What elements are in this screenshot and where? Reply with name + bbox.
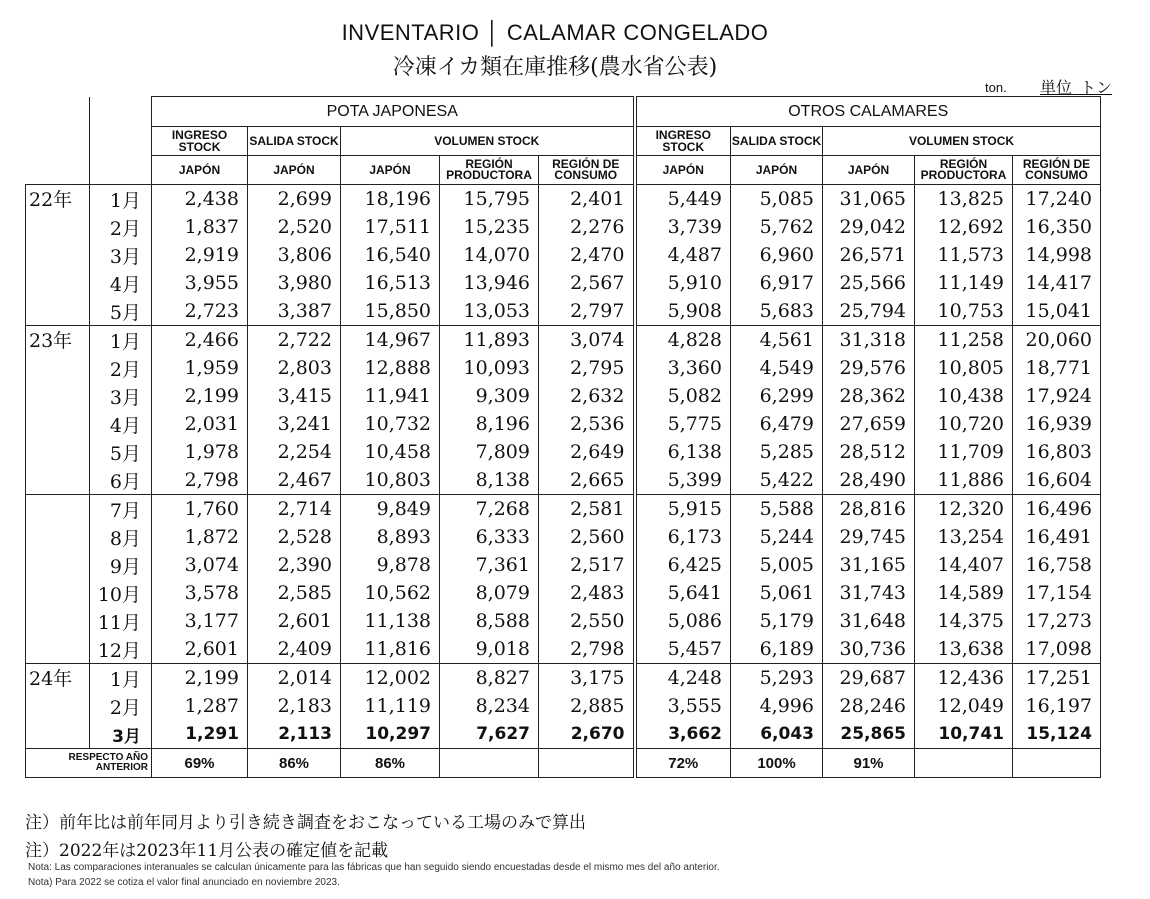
value-cell: 2,601 [248, 607, 341, 635]
value-cell: 28,362 [823, 382, 915, 410]
value-cell: 13,638 [915, 635, 1013, 664]
value-cell: 3,806 [248, 241, 341, 269]
value-cell: 9,849 [341, 495, 440, 524]
value-cell: 13,053 [440, 297, 539, 326]
value-cell: 2,795 [539, 354, 635, 382]
month-cell: 3月 [90, 382, 152, 410]
value-cell: 5,285 [731, 438, 823, 466]
value-cell: 6,299 [731, 382, 823, 410]
column-header: REGIÓN DE CONSUMO [1013, 156, 1101, 185]
value-cell: 5,085 [731, 185, 823, 214]
value-cell: 11,119 [341, 692, 440, 720]
value-cell: 3,360 [635, 354, 731, 382]
value-cell: 3,175 [539, 664, 635, 693]
value-cell: 15,124 [1013, 720, 1101, 749]
yoy-value [915, 749, 1013, 778]
value-cell: 5,293 [731, 664, 823, 693]
value-cell: 16,491 [1013, 523, 1101, 551]
value-cell: 2,438 [152, 185, 248, 214]
value-cell: 12,049 [915, 692, 1013, 720]
column-header: JAPÓN [635, 156, 731, 185]
year-cell: 24年 [26, 664, 90, 749]
value-cell: 3,177 [152, 607, 248, 635]
value-cell: 29,042 [823, 213, 915, 241]
value-cell: 4,248 [635, 664, 731, 693]
value-cell: 2,670 [539, 720, 635, 749]
value-cell: 25,794 [823, 297, 915, 326]
value-cell: 10,732 [341, 410, 440, 438]
month-cell: 2月 [90, 213, 152, 241]
value-cell: 14,998 [1013, 241, 1101, 269]
value-cell: 10,720 [915, 410, 1013, 438]
value-cell: 5,915 [635, 495, 731, 524]
value-cell: 3,578 [152, 579, 248, 607]
month-cell: 3月 [90, 241, 152, 269]
table-row [26, 579, 1101, 607]
yoy-value [1013, 749, 1101, 778]
value-cell: 9,309 [440, 382, 539, 410]
value-cell: 5,683 [731, 297, 823, 326]
value-cell: 1,978 [152, 438, 248, 466]
value-cell: 14,417 [1013, 269, 1101, 297]
value-cell: 16,939 [1013, 410, 1101, 438]
value-cell: 16,758 [1013, 551, 1101, 579]
header-ingreso: INGRESO STOCK [152, 127, 248, 156]
yoy-row [26, 749, 1101, 778]
table-row [26, 185, 1101, 214]
column-header: REGIÓN PRODUCTORA [915, 156, 1013, 185]
year-cell: 23年 [26, 326, 90, 495]
value-cell: 4,549 [731, 354, 823, 382]
value-cell: 10,741 [915, 720, 1013, 749]
value-cell: 5,775 [635, 410, 731, 438]
value-cell: 3,387 [248, 297, 341, 326]
value-cell: 30,736 [823, 635, 915, 664]
value-cell: 2,699 [248, 185, 341, 214]
note-es-2: Nota) Para 2022 se cotiza el valor final anunciado en noviembre 2023. [28, 877, 340, 888]
value-cell: 10,438 [915, 382, 1013, 410]
value-cell: 6,173 [635, 523, 731, 551]
value-cell: 31,165 [823, 551, 915, 579]
value-cell: 10,562 [341, 579, 440, 607]
table-row [26, 692, 1101, 720]
yoy-label: RESPECTO AÑO ANTERIOR [26, 749, 152, 778]
value-cell: 11,941 [341, 382, 440, 410]
value-cell: 14,070 [440, 241, 539, 269]
value-cell: 13,825 [915, 185, 1013, 214]
value-cell: 2,528 [248, 523, 341, 551]
value-cell: 5,457 [635, 635, 731, 664]
table-row [26, 551, 1101, 579]
yoy-value: 100% [731, 749, 823, 778]
inventory-table [25, 96, 1101, 778]
header-salida: SALIDA STOCK [731, 127, 823, 156]
value-cell: 11,709 [915, 438, 1013, 466]
value-cell: 2,714 [248, 495, 341, 524]
value-cell: 3,241 [248, 410, 341, 438]
column-header: REGIÓN DE CONSUMO [539, 156, 635, 185]
value-cell: 5,179 [731, 607, 823, 635]
value-cell: 2,723 [152, 297, 248, 326]
month-cell: 3月 [90, 720, 152, 749]
value-cell: 2,649 [539, 438, 635, 466]
value-cell: 31,648 [823, 607, 915, 635]
month-cell: 1月 [90, 664, 152, 693]
table-row [26, 354, 1101, 382]
value-cell: 2,798 [539, 635, 635, 664]
value-cell: 16,350 [1013, 213, 1101, 241]
yoy-value: 86% [248, 749, 341, 778]
table-row [26, 438, 1101, 466]
value-cell: 31,065 [823, 185, 915, 214]
value-cell: 28,246 [823, 692, 915, 720]
value-cell: 5,588 [731, 495, 823, 524]
value-cell: 8,827 [440, 664, 539, 693]
value-cell: 12,002 [341, 664, 440, 693]
value-cell: 18,196 [341, 185, 440, 214]
value-cell: 6,960 [731, 241, 823, 269]
yoy-value: 91% [823, 749, 915, 778]
value-cell: 2,409 [248, 635, 341, 664]
column-header: JAPÓN [731, 156, 823, 185]
value-cell: 9,878 [341, 551, 440, 579]
note-es-1: Nota: Las comparaciones interanuales se calculan únicamente para las fábricas que han seguido siendo encuestadas desde el mismo mes del año anterior. [28, 862, 720, 873]
value-cell: 27,659 [823, 410, 915, 438]
value-cell: 2,401 [539, 185, 635, 214]
value-cell: 7,361 [440, 551, 539, 579]
month-cell: 11月 [90, 607, 152, 635]
yoy-value [440, 749, 539, 778]
value-cell: 5,422 [731, 466, 823, 495]
value-cell: 16,513 [341, 269, 440, 297]
value-cell: 5,061 [731, 579, 823, 607]
value-cell: 3,955 [152, 269, 248, 297]
value-cell: 3,739 [635, 213, 731, 241]
value-cell: 1,291 [152, 720, 248, 749]
table-row [26, 635, 1101, 664]
value-cell: 10,805 [915, 354, 1013, 382]
value-cell: 28,490 [823, 466, 915, 495]
month-cell: 1月 [90, 185, 152, 214]
value-cell: 16,540 [341, 241, 440, 269]
value-cell: 2,517 [539, 551, 635, 579]
value-cell: 1,837 [152, 213, 248, 241]
value-cell: 5,908 [635, 297, 731, 326]
table-row [26, 241, 1101, 269]
unit-label-es: ton. [985, 80, 1007, 95]
header-ingreso: INGRESO STOCK [635, 127, 731, 156]
value-cell: 17,098 [1013, 635, 1101, 664]
table-row [26, 269, 1101, 297]
value-cell: 29,745 [823, 523, 915, 551]
value-cell: 5,641 [635, 579, 731, 607]
value-cell: 8,234 [440, 692, 539, 720]
value-cell: 2,581 [539, 495, 635, 524]
value-cell: 15,795 [440, 185, 539, 214]
value-cell: 8,138 [440, 466, 539, 495]
value-cell: 6,333 [440, 523, 539, 551]
value-cell: 2,467 [248, 466, 341, 495]
value-cell: 8,196 [440, 410, 539, 438]
value-cell: 6,043 [731, 720, 823, 749]
value-cell: 25,566 [823, 269, 915, 297]
month-cell: 5月 [90, 297, 152, 326]
table-row [26, 664, 1101, 693]
month-cell: 2月 [90, 354, 152, 382]
value-cell: 11,573 [915, 241, 1013, 269]
value-cell: 2,560 [539, 523, 635, 551]
value-cell: 28,512 [823, 438, 915, 466]
value-cell: 2,390 [248, 551, 341, 579]
column-header: JAPÓN [341, 156, 440, 185]
column-header: JAPÓN [248, 156, 341, 185]
column-header: JAPÓN [152, 156, 248, 185]
value-cell: 3,074 [539, 326, 635, 355]
value-cell: 11,138 [341, 607, 440, 635]
table-row [26, 297, 1101, 326]
value-cell: 12,320 [915, 495, 1013, 524]
value-cell: 2,014 [248, 664, 341, 693]
value-cell: 13,254 [915, 523, 1013, 551]
month-cell: 4月 [90, 410, 152, 438]
table-row [26, 495, 1101, 524]
month-cell: 12月 [90, 635, 152, 664]
value-cell: 31,743 [823, 579, 915, 607]
value-cell: 29,687 [823, 664, 915, 693]
month-cell: 4月 [90, 269, 152, 297]
value-cell: 5,762 [731, 213, 823, 241]
year-cell [26, 495, 90, 664]
value-cell: 2,031 [152, 410, 248, 438]
value-cell: 13,946 [440, 269, 539, 297]
yoy-value: 69% [152, 749, 248, 778]
value-cell: 1,959 [152, 354, 248, 382]
value-cell: 2,536 [539, 410, 635, 438]
corner-cell [90, 127, 152, 156]
month-cell: 1月 [90, 326, 152, 355]
value-cell: 25,865 [823, 720, 915, 749]
value-cell: 2,722 [248, 326, 341, 355]
header-volumen: VOLUMEN STOCK [823, 127, 1101, 156]
value-cell: 5,399 [635, 466, 731, 495]
value-cell: 11,816 [341, 635, 440, 664]
value-cell: 11,893 [440, 326, 539, 355]
value-cell: 5,005 [731, 551, 823, 579]
value-cell: 7,627 [440, 720, 539, 749]
note-jp-1: 注）前年比は前年同月より引き続き調査をおこなっている工場のみで算出 [25, 813, 586, 833]
value-cell: 2,585 [248, 579, 341, 607]
value-cell: 2,520 [248, 213, 341, 241]
month-cell: 6月 [90, 466, 152, 495]
value-cell: 16,604 [1013, 466, 1101, 495]
value-cell: 6,189 [731, 635, 823, 664]
value-cell: 17,154 [1013, 579, 1101, 607]
column-header: REGIÓN PRODUCTORA [440, 156, 539, 185]
value-cell: 20,060 [1013, 326, 1101, 355]
value-cell: 2,632 [539, 382, 635, 410]
title-spanish: INVENTARIO │ CALAMAR CONGELADO [341, 20, 769, 45]
value-cell: 16,197 [1013, 692, 1101, 720]
value-cell: 15,041 [1013, 297, 1101, 326]
value-cell: 10,753 [915, 297, 1013, 326]
value-cell: 6,479 [731, 410, 823, 438]
value-cell: 16,803 [1013, 438, 1101, 466]
value-cell: 2,183 [248, 692, 341, 720]
value-cell: 14,967 [341, 326, 440, 355]
value-cell: 7,268 [440, 495, 539, 524]
value-cell: 3,555 [635, 692, 731, 720]
value-cell: 2,885 [539, 692, 635, 720]
value-cell: 10,093 [440, 354, 539, 382]
value-cell: 2,798 [152, 466, 248, 495]
yoy-value [539, 749, 635, 778]
value-cell: 11,258 [915, 326, 1013, 355]
table-row [26, 466, 1101, 495]
value-cell: 1,872 [152, 523, 248, 551]
value-cell: 5,244 [731, 523, 823, 551]
value-cell: 9,018 [440, 635, 539, 664]
month-cell: 5月 [90, 438, 152, 466]
value-cell: 11,886 [915, 466, 1013, 495]
value-cell: 16,496 [1013, 495, 1101, 524]
value-cell: 12,888 [341, 354, 440, 382]
value-cell: 17,511 [341, 213, 440, 241]
value-cell: 17,240 [1013, 185, 1101, 214]
value-cell: 29,576 [823, 354, 915, 382]
value-cell: 3,074 [152, 551, 248, 579]
value-cell: 2,254 [248, 438, 341, 466]
value-cell: 26,571 [823, 241, 915, 269]
table-row [26, 382, 1101, 410]
value-cell: 11,149 [915, 269, 1013, 297]
value-cell: 2,466 [152, 326, 248, 355]
value-cell: 15,850 [341, 297, 440, 326]
value-cell: 6,425 [635, 551, 731, 579]
year-cell: 22年 [26, 185, 90, 326]
value-cell: 8,079 [440, 579, 539, 607]
value-cell: 14,407 [915, 551, 1013, 579]
value-cell: 17,924 [1013, 382, 1101, 410]
yoy-value: 86% [341, 749, 440, 778]
header-volumen: VOLUMEN STOCK [341, 127, 635, 156]
value-cell: 5,449 [635, 185, 731, 214]
value-cell: 5,910 [635, 269, 731, 297]
month-cell: 9月 [90, 551, 152, 579]
corner-cell [90, 97, 152, 127]
value-cell: 31,318 [823, 326, 915, 355]
value-cell: 15,235 [440, 213, 539, 241]
value-cell: 1,760 [152, 495, 248, 524]
value-cell: 2,665 [539, 466, 635, 495]
value-cell: 5,082 [635, 382, 731, 410]
note-jp-2: 注）2022年は2023年11月公表の確定値を記載 [25, 841, 389, 861]
value-cell: 18,771 [1013, 354, 1101, 382]
value-cell: 2,199 [152, 382, 248, 410]
value-cell: 2,550 [539, 607, 635, 635]
value-cell: 6,138 [635, 438, 731, 466]
value-cell: 17,273 [1013, 607, 1101, 635]
table-row [26, 213, 1101, 241]
value-cell: 2,470 [539, 241, 635, 269]
table-row [26, 607, 1101, 635]
month-cell: 10月 [90, 579, 152, 607]
group-header-otros: OTROS CALAMARES [635, 97, 1101, 127]
value-cell: 7,809 [440, 438, 539, 466]
value-cell: 2,199 [152, 664, 248, 693]
value-cell: 5,086 [635, 607, 731, 635]
month-cell: 2月 [90, 692, 152, 720]
header-salida: SALIDA STOCK [248, 127, 341, 156]
group-header-pota: POTA JAPONESA [152, 97, 635, 127]
corner-cell [90, 156, 152, 185]
value-cell: 3,662 [635, 720, 731, 749]
table-row [26, 523, 1101, 551]
value-cell: 4,487 [635, 241, 731, 269]
value-cell: 14,589 [915, 579, 1013, 607]
value-cell: 2,797 [539, 297, 635, 326]
month-cell: 8月 [90, 523, 152, 551]
table-row [26, 326, 1101, 355]
month-cell: 7月 [90, 495, 152, 524]
value-cell: 17,251 [1013, 664, 1101, 693]
value-cell: 28,816 [823, 495, 915, 524]
value-cell: 4,561 [731, 326, 823, 355]
value-cell: 12,692 [915, 213, 1013, 241]
corner-cell [26, 97, 90, 127]
value-cell: 10,458 [341, 438, 440, 466]
value-cell: 2,113 [248, 720, 341, 749]
value-cell: 3,980 [248, 269, 341, 297]
title-japanese: 冷凍イカ類在庫推移(農水省公表) [392, 55, 718, 80]
value-cell: 2,919 [152, 241, 248, 269]
value-cell: 2,276 [539, 213, 635, 241]
value-cell: 3,415 [248, 382, 341, 410]
table-row [26, 410, 1101, 438]
corner-cell [26, 127, 90, 156]
yoy-value: 72% [635, 749, 731, 778]
value-cell: 2,567 [539, 269, 635, 297]
value-cell: 10,297 [341, 720, 440, 749]
value-cell: 14,375 [915, 607, 1013, 635]
value-cell: 2,803 [248, 354, 341, 382]
value-cell: 10,803 [341, 466, 440, 495]
column-header: JAPÓN [823, 156, 915, 185]
value-cell: 2,483 [539, 579, 635, 607]
value-cell: 8,893 [341, 523, 440, 551]
table-row [26, 720, 1101, 749]
value-cell: 8,588 [440, 607, 539, 635]
value-cell: 4,828 [635, 326, 731, 355]
value-cell: 6,917 [731, 269, 823, 297]
unit-label-jp: 単位_トン [1040, 78, 1113, 97]
corner-cell [26, 156, 90, 185]
value-cell: 2,601 [152, 635, 248, 664]
value-cell: 1,287 [152, 692, 248, 720]
value-cell: 4,996 [731, 692, 823, 720]
value-cell: 12,436 [915, 664, 1013, 693]
